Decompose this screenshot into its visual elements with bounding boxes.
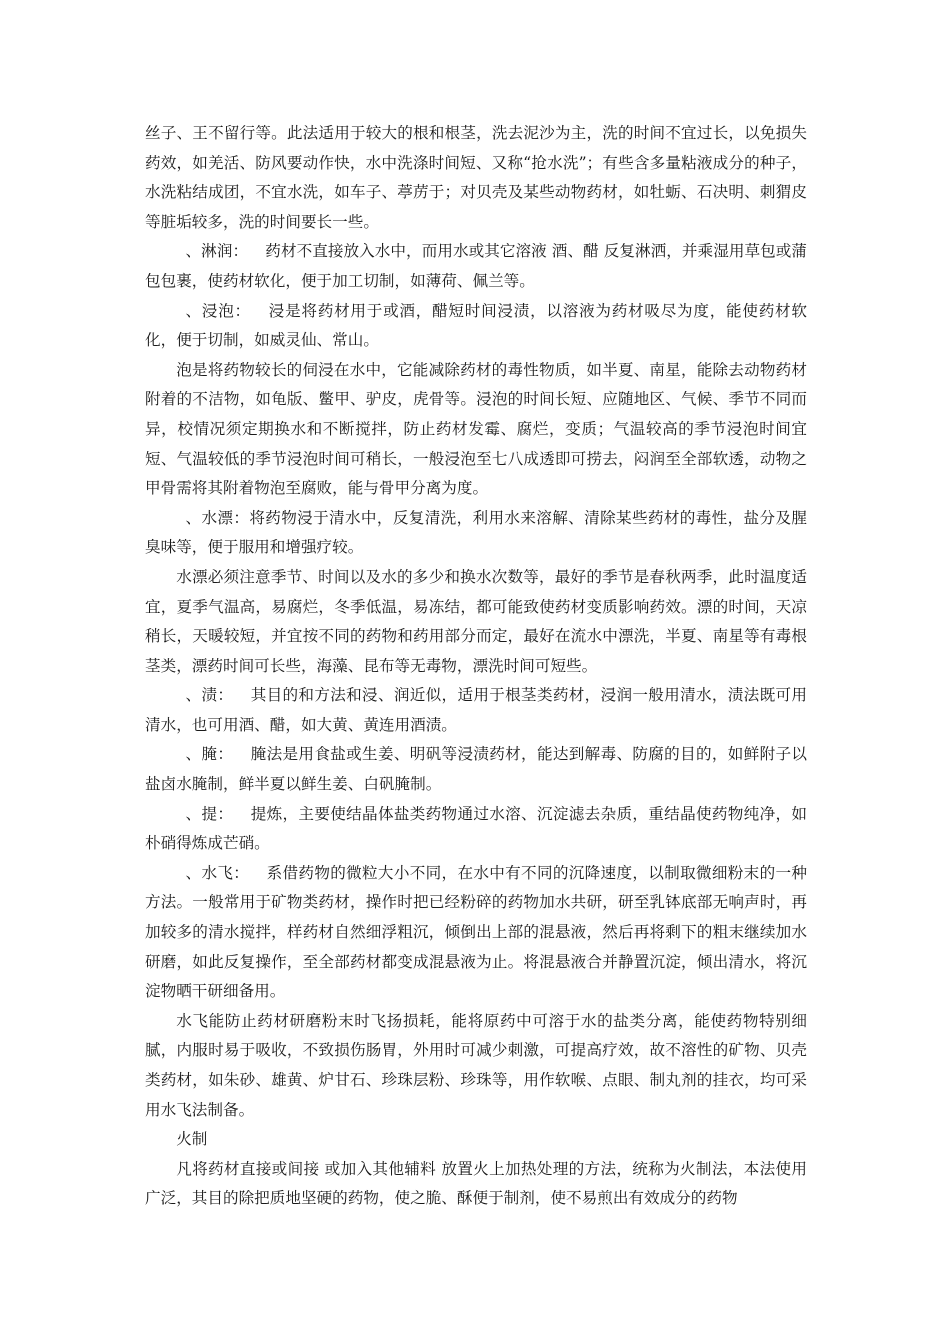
paragraph-text: 腌法是用食盐或生姜、明矾等浸渍药材，能达到解毒、防腐的目的，如鲜附子以盐卤水腌制，鲜半夏以鲜生姜、白矾腌制。 bbox=[145, 745, 807, 794]
paragraph-zi bbox=[145, 681, 807, 740]
section-label-jinpao: 、浸泡： bbox=[185, 301, 251, 320]
paragraph-ti bbox=[145, 800, 807, 859]
paragraph-washing-continued: 丝子、王不留行等。此法适用于较大的根和根茎，洗去泥沙为主，洗的时间不宜过长，以免损失药效，如羌活、防风要动作快，水中洗涤时间短、又称“抢水洗”；有些含多量粘液成分的种子，水洗粘结成团，不宜水洗，如车子、葶苈于；对贝壳及某些动物药材，如牡蛎、石决明、刺猬皮等脏垢较多，洗的时间要长一些。 bbox=[145, 124, 807, 231]
section-label-zi: 、渍： bbox=[185, 686, 234, 705]
section-label-yan: 、腌： bbox=[185, 745, 234, 764]
paragraph-text: 其目的和方法和浸、润近似，适用于根茎类药材，浸润一般用清水，渍法既可用清水，也可用酒、醋，如大黄、黄连用酒渍。 bbox=[145, 686, 807, 734]
paragraph-shuifei bbox=[145, 859, 807, 1007]
section-label-linrun: 、淋润： bbox=[185, 242, 249, 261]
section-heading-huozhi: 火制 bbox=[176, 1130, 208, 1149]
paragraph-pao: 泡是将药物较长的伺浸在水中，它能减除药材的毒性物质，如半夏、南星，能除去动物药材附着的不洁物，如龟版、鳖甲、驴皮，虎骨等。浸泡的时间长短、应随地区、气候、季节不同而异，校情况须定期换水和不断搅拌，防止药材发霉、腐烂，变质；气温较高的季节浸泡时间宜短、气温较低的季节浸泡时间可稍长，一般浸泡至七八成透即可捞去，闷润至全部软透，动物之甲骨需将其附着物泡至腐败，能与骨甲分离为度。 bbox=[145, 360, 807, 498]
paragraph-huozhi: 凡将药材直接或间接 或加入其他辅料 放置火上加热处理的方法，统称为火制法，本法使用广泛，其目的除把质地坚硬的药物，使之脆、酥便于制剂，使不易煎出有效成分的药物 bbox=[145, 1159, 807, 1208]
paragraph-shuifei-notes: 水飞能防止药材研磨粉末时飞扬损耗，能将原药中可溶于水的盐类分离，能使药物特别细腻，内服时易于吸收，不致损伤肠胃，外用时可减少刺激，可提高疗效，故不溶性的矿物、贝壳类药材，如朱砂、雄黄、炉甘石、珍珠层粉、珍珠等，用作软喉、点眼、制丸剂的挂衣，均可采用水飞法制备。 bbox=[145, 1011, 807, 1119]
section-label-shuipiao: 、水漂： bbox=[185, 508, 250, 527]
paragraph-text: 系借药物的微粒大小不同，在水中有不同的沉降速度，以制取微细粉末的一种方法。一般常用于矿物类药材，操作时把已经粉碎的药物加水共研，研至乳钵底部无响声时，再加较多的清水搅拌，样药材自然细浮粗沉，倾倒出上部的混悬液，然后再将剩下的粗末继续加水研磨，如此反复操作，至全部药材都变成混悬液为止。将混悬液合并静置沉淀，倾出清水，将沉淀物晒干研细备用。 bbox=[145, 863, 807, 1001]
paragraph-yan bbox=[145, 740, 807, 799]
paragraph-text: 提炼，主要使结晶体盐类药物通过水溶、沉淀滤去杂质，重结晶使药物纯净，如朴硝得炼成芒硝。 bbox=[145, 804, 807, 853]
section-label-ti: 、提： bbox=[185, 804, 234, 823]
document-body bbox=[145, 119, 807, 1214]
paragraph-text: 药材不直接放入水中，而用水或其它溶液 酒、醋 反复淋洒，并乘湿用草包或蒲包包裹，使药材软化，便于加工切制，如薄荷、佩兰等。 bbox=[145, 242, 807, 290]
paragraph-linrun bbox=[145, 237, 807, 296]
paragraph-shuipiao bbox=[145, 504, 807, 563]
paragraph-text: 将药物浸于清水中，反复清洗，利用水来溶解、清除某些药材的毒性，盐分及腥臭味等，便于服用和增强疗较。 bbox=[145, 508, 807, 557]
paragraph-text: 浸是将药材用于或酒，醋短时间浸渍，以溶液为药材吸尽为度，能使药材软化，便于切制，如威灵仙、常山。 bbox=[145, 301, 807, 350]
paragraph-jinpao bbox=[145, 297, 807, 356]
paragraph-shuipiao-notes: 水漂必须注意季节、时间以及水的多少和换水次数等，最好的季节是春秋两季，此时温度适宜，夏季气温高，易腐烂，冬季低温，易冻结，都可能致使药材变质影响药效。漂的时间，天凉稍长，天暖较短，并宜按不同的药物和药用部分而定，最好在流水中漂洗，半夏、南星等有毒根茎类，漂药时间可长些，海藻、昆布等无毒物，漂洗时间可短些。 bbox=[145, 567, 807, 675]
section-label-shuifei: 、水飞： bbox=[185, 863, 250, 882]
